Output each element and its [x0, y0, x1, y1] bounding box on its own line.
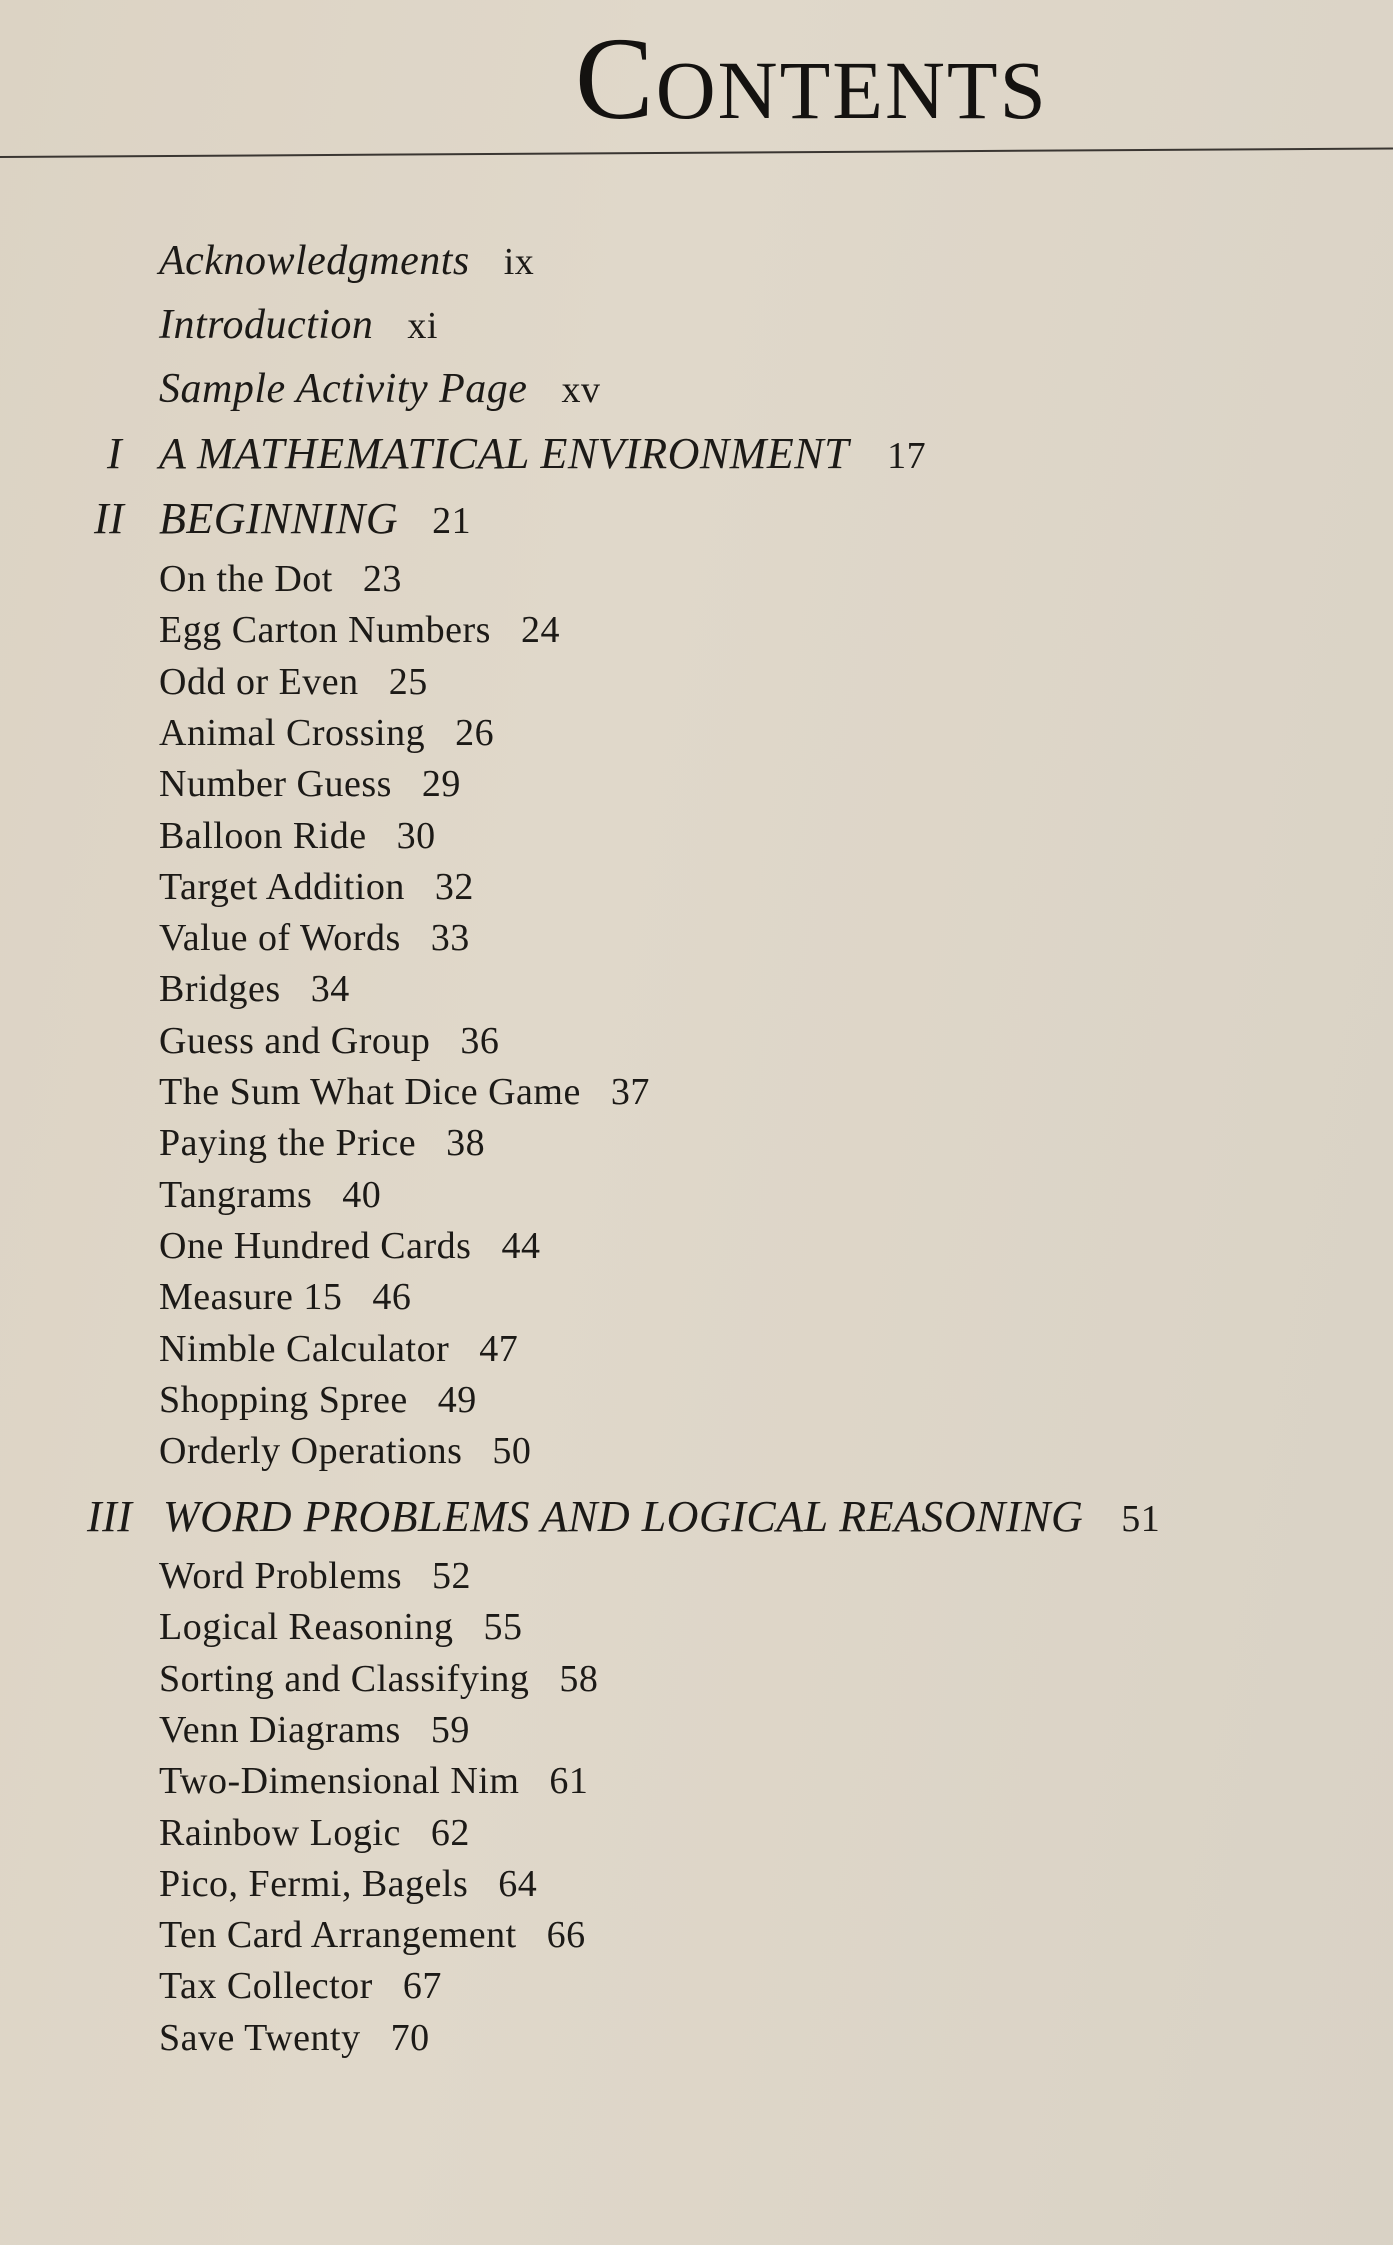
entry-page: 32 — [434, 865, 474, 908]
part-page: 17 — [887, 435, 927, 477]
part-numeral: II — [94, 494, 125, 543]
part-title-text: WORD PROBLEMS AND LOGICAL REASONING — [163, 1492, 1084, 1541]
toc-entry — [159, 560, 402, 598]
entry-title: Word Problems — [159, 1555, 403, 1597]
entry-page: 49 — [437, 1378, 477, 1421]
toc-entry — [159, 865, 474, 908]
entry-title: Animal Crossing — [159, 711, 426, 754]
entry-page: 70 — [390, 2016, 430, 2059]
toc-entry — [159, 1557, 471, 1595]
entry-page: xi — [407, 305, 438, 347]
toc-entry — [159, 609, 560, 652]
entry-title: Venn Diagrams — [159, 1708, 401, 1751]
entry-page: 33 — [430, 917, 470, 960]
entry-page: 29 — [421, 763, 461, 806]
toc-entry — [159, 1811, 470, 1854]
entry-title: Balloon Ride — [159, 814, 367, 857]
entry-page: 67 — [402, 1965, 442, 2008]
header-rule — [0, 147, 1393, 158]
entry-title: On the Dot — [159, 558, 333, 600]
entry-title: Acknowledgments — [159, 238, 470, 284]
entry-page: 25 — [388, 660, 428, 703]
entry-title: Bridges — [159, 968, 281, 1011]
page-title: Contents — [575, 13, 1048, 144]
entry-title: Value of Words — [159, 917, 401, 960]
entry-page: 36 — [460, 1019, 500, 1062]
toc-entry — [159, 1914, 586, 1957]
toc-entry — [159, 1122, 486, 1165]
entry-title: Logical Reasoning — [159, 1606, 454, 1649]
part-title-text: BEGINNING — [159, 494, 399, 543]
part-title — [159, 494, 472, 543]
entry-title: Orderly Operations — [159, 1430, 463, 1473]
toc-entry — [159, 711, 495, 754]
entry-page: 26 — [455, 711, 495, 754]
entry-page: 37 — [610, 1071, 650, 1113]
entry-title: One Hundred Cards — [159, 1224, 472, 1267]
entry-page: 61 — [549, 1760, 589, 1803]
entry-title: Tax Collector — [159, 1965, 373, 2008]
toc-entry — [159, 1173, 382, 1216]
toc-entry — [159, 240, 534, 282]
entry-title: The Sum What Dice Game — [159, 1071, 581, 1113]
toc-entry — [159, 763, 461, 806]
entry-page: 52 — [432, 1555, 472, 1597]
toc-entry — [159, 917, 470, 960]
toc-entry — [159, 304, 438, 346]
part-title — [159, 429, 927, 478]
toc-entry — [159, 1657, 599, 1700]
toc-entry — [159, 1965, 442, 2008]
entry-page: xv — [561, 369, 601, 411]
part-numeral: III — [87, 1492, 133, 1541]
entry-title: Shopping Spree — [159, 1378, 408, 1421]
toc-entry — [159, 1378, 477, 1421]
toc-entry — [159, 1606, 523, 1649]
toc-entry — [159, 968, 350, 1011]
entry-title: Paying the Price — [159, 1122, 417, 1165]
entry-title: Odd or Even — [159, 660, 359, 703]
entry-page: 24 — [520, 609, 560, 652]
entry-page: ix — [503, 241, 535, 283]
part-title-text: A MATHEMATICAL ENVIRONMENT — [159, 429, 850, 478]
entry-page: 55 — [483, 1606, 523, 1649]
entry-title: Ten Card Arrangement — [159, 1914, 517, 1957]
entry-page: 47 — [479, 1327, 519, 1370]
entry-title: Sorting and Classifying — [159, 1657, 530, 1700]
entry-page: 66 — [546, 1914, 586, 1957]
entry-page: 34 — [310, 968, 350, 1011]
toc-entry — [159, 1760, 589, 1803]
entry-page: 64 — [498, 1862, 538, 1905]
entry-page: 23 — [362, 558, 402, 600]
entry-page: 59 — [430, 1708, 470, 1751]
toc-entry — [159, 660, 428, 703]
entry-title: Pico, Fermi, Bagels — [159, 1862, 469, 1905]
entry-page: 46 — [372, 1276, 412, 1319]
entry-page: 44 — [501, 1224, 541, 1267]
entry-title: Rainbow Logic — [159, 1811, 401, 1854]
toc-entry — [159, 1073, 650, 1111]
toc-entry — [159, 1708, 470, 1751]
entry-title: Nimble Calculator — [159, 1327, 450, 1370]
toc-entry — [159, 1430, 532, 1473]
part-page: 21 — [432, 500, 472, 542]
toc-entry — [159, 2016, 430, 2059]
entry-page: 62 — [430, 1811, 470, 1854]
toc-entry — [159, 1276, 412, 1319]
toc-entry — [159, 368, 600, 410]
entry-title: Egg Carton Numbers — [159, 609, 491, 652]
entry-title: Two-Dimensional Nim — [159, 1760, 520, 1803]
part-page: 51 — [1121, 1498, 1161, 1540]
entry-page: 30 — [396, 814, 436, 857]
entry-title: Introduction — [159, 302, 374, 348]
entry-title: Number Guess — [159, 763, 392, 806]
entry-title: Save Twenty — [159, 2016, 361, 2059]
entry-title: Guess and Group — [159, 1019, 431, 1062]
entry-page: 40 — [342, 1173, 382, 1216]
part-title — [163, 1492, 1161, 1541]
toc-entry — [159, 814, 436, 857]
part-numeral: I — [107, 429, 123, 478]
toc-entry — [159, 1224, 541, 1267]
entry-title: Tangrams — [159, 1173, 313, 1216]
entry-page: 58 — [559, 1657, 599, 1700]
toc-entry — [159, 1019, 500, 1062]
entry-page: 38 — [446, 1122, 486, 1165]
entry-title: Sample Activity Page — [159, 366, 528, 412]
entry-title: Target Addition — [159, 865, 405, 908]
toc-entry — [159, 1862, 538, 1905]
entry-title: Measure 15 — [159, 1276, 343, 1319]
entry-page: 50 — [492, 1430, 532, 1473]
toc-entry — [159, 1327, 519, 1370]
